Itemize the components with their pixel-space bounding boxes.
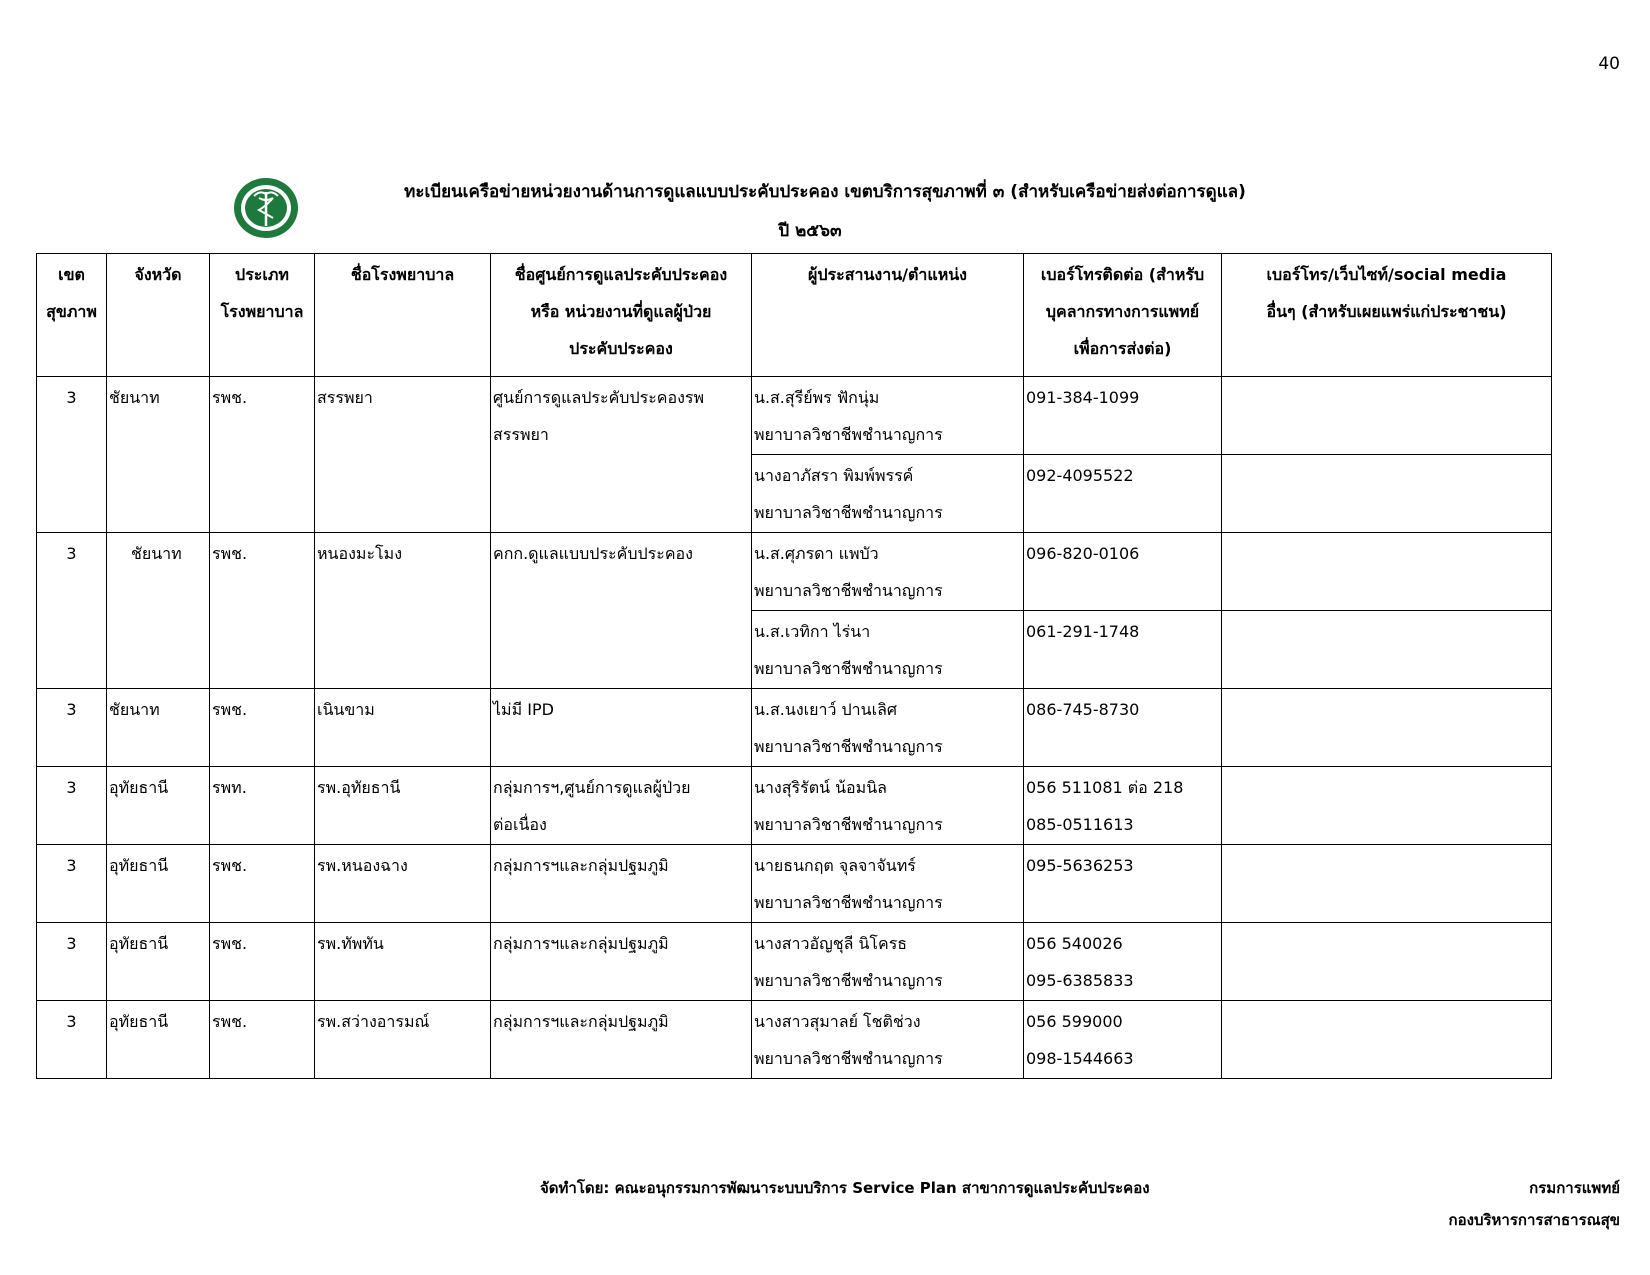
cell-hospital-type: รพช.	[210, 533, 315, 689]
cell-hospital-name: รพ.หนองฉาง	[315, 845, 491, 923]
cell-region: 3	[37, 767, 107, 845]
table-row	[37, 845, 1552, 923]
table-row	[37, 533, 1552, 611]
cell-hospital-name: สรรพยา	[315, 377, 491, 533]
cell-hospital-name: รพ.ทัพทัน	[315, 923, 491, 1001]
cell-phone: 056 540026 095-6385833	[1024, 923, 1222, 1001]
cell-region: 3	[37, 1001, 107, 1079]
cell-province: ชัยนาท	[107, 689, 210, 767]
cell-coordinator: นางสาวสุมาลย์ โชติช่วง พยาบาลวิชาชีพชำนาญการ	[752, 1001, 1024, 1079]
cell-hospital-type: รพช.	[210, 1001, 315, 1079]
cell-center-name: ไม่มี IPD	[491, 689, 752, 767]
cell-hospital-type: รพช.	[210, 689, 315, 767]
cell-hospital-name: รพ.สว่างอารมณ์	[315, 1001, 491, 1079]
cell-hospital-type: รพช.	[210, 377, 315, 533]
cell-phone: 061-291-1748	[1024, 611, 1222, 689]
header-region: เขต สุขภาพ	[37, 254, 107, 377]
document-title: ทะเบียนเครือข่ายหน่วยงานด้านการดูแลแบบประคับประคอง เขตบริการสุขภาพที่ ๓ (สำหรับเครือข่ายส่งต่อการดูแล)	[404, 182, 1246, 202]
cell-coordinator: นางสาวอัญชุลี นิโครธ พยาบาลวิชาชีพชำนาญการ	[752, 923, 1024, 1001]
header-hospital-name: ชื่อโรงพยาบาล	[315, 254, 491, 377]
header-coordinator: ผู้ประสานงาน/ตำแหน่ง	[752, 254, 1024, 377]
cell-hospital-name: รพ.อุทัยธานี	[315, 767, 491, 845]
cell-phone: 056 511081 ต่อ 218 085-0511613	[1024, 767, 1222, 845]
cell-public-contact	[1222, 611, 1552, 689]
cell-phone: 086-745-8730	[1024, 689, 1222, 767]
header-phone-staff: เบอร์โทรติดต่อ (สำหรับ บุคลากรทางการแพทย์ เพื่อการส่งต่อ)	[1024, 254, 1222, 377]
cell-province: อุทัยธานี	[107, 845, 210, 923]
cell-public-contact	[1222, 1001, 1552, 1079]
cell-public-contact	[1222, 455, 1552, 533]
cell-region: 3	[37, 845, 107, 923]
cell-coordinator: นางสุริรัตน์ น้อมนิล พยาบาลวิชาชีพชำนาญการ	[752, 767, 1024, 845]
footer-prepared-by: จัดทำโดย: คณะอนุกรรมการพัฒนาระบบบริการ Service Plan สาขาการดูแลประคับประคอง	[540, 1179, 1150, 1197]
cell-public-contact	[1222, 845, 1552, 923]
cell-coordinator: น.ส.นงเยาว์ ปานเลิศ พยาบาลวิชาชีพชำนาญการ	[752, 689, 1024, 767]
cell-phone: 095-5636253	[1024, 845, 1222, 923]
cell-region: 3	[37, 377, 107, 533]
cell-coordinator: นางอาภัสรา พิมพ์พรรค์ พยาบาลวิชาชีพชำนาญการ	[752, 455, 1024, 533]
cell-phone: 091-384-1099	[1024, 377, 1222, 455]
ministry-of-public-health-logo	[232, 176, 300, 240]
cell-coordinator: น.ส.เวทิกา ไร่นา พยาบาลวิชาชีพชำนาญการ	[752, 611, 1024, 689]
header-province: จังหวัด	[107, 254, 210, 377]
cell-public-contact	[1222, 377, 1552, 455]
cell-hospital-type: รพช.	[210, 845, 315, 923]
cell-province: ชัยนาท	[107, 377, 210, 533]
cell-province: อุทัยธานี	[107, 1001, 210, 1079]
cell-center-name: กลุ่มการฯและกลุ่มปฐมภูมิ	[491, 1001, 752, 1079]
footer-org-medical-services: กรมการแพทย์	[1529, 1179, 1620, 1197]
cell-coordinator: น.ส.ศุภรดา แพบัว พยาบาลวิชาชีพชำนาญการ	[752, 533, 1024, 611]
cell-center-name: กลุ่มการฯและกลุ่มปฐมภูมิ	[491, 845, 752, 923]
cell-hospital-name: หนองมะโมง	[315, 533, 491, 689]
cell-phone: 092-4095522	[1024, 455, 1222, 533]
cell-phone: 056 599000 098-1544663	[1024, 1001, 1222, 1079]
table-row	[37, 923, 1552, 1001]
cell-public-contact	[1222, 533, 1552, 611]
cell-province: อุทัยธานี	[107, 923, 210, 1001]
cell-phone: 096-820-0106	[1024, 533, 1222, 611]
table-row	[37, 1001, 1552, 1079]
cell-center-name: ศูนย์การดูแลประคับประคองรพ สรรพยา	[491, 377, 752, 533]
header-public-contact: เบอร์โทร/เว็บไซท์/social media อื่นๆ (สำหรับเผยแพร่แก่ประชาชน)	[1222, 254, 1552, 377]
cell-region: 3	[37, 923, 107, 1001]
cell-center-name: กลุ่มการฯ,ศูนย์การดูแลผู้ป่วย ต่อเนื่อง	[491, 767, 752, 845]
footer-org-health-administration: กองบริหารการสาธารณสุข	[1448, 1211, 1620, 1229]
cell-coordinator: น.ส.สุรีย์พร ฟักนุ่ม พยาบาลวิชาชีพชำนาญการ	[752, 377, 1024, 455]
cell-hospital-name: เนินขาม	[315, 689, 491, 767]
cell-hospital-type: รพช.	[210, 923, 315, 1001]
cell-center-name: คกก.ดูแลแบบประคับประคอง	[491, 533, 752, 689]
cell-public-contact	[1222, 767, 1552, 845]
cell-region: 3	[37, 533, 107, 689]
document-subtitle: ปี ๒๕๖๓	[778, 221, 842, 241]
page-number: 40	[1598, 54, 1620, 74]
cell-center-name: กลุ่มการฯและกลุ่มปฐมภูมิ	[491, 923, 752, 1001]
cell-province: อุทัยธานี	[107, 767, 210, 845]
table-header-row	[37, 254, 1552, 377]
header-center-name: ชื่อศูนย์การดูแลประคับประคอง หรือ หน่วยงานที่ดูแลผู้ป่วย ประคับประคอง	[491, 254, 752, 377]
cell-coordinator: นายธนกฤต จุลจาจันทร์ พยาบาลวิชาชีพชำนาญการ	[752, 845, 1024, 923]
header-hospital-type: ประเภท โรงพยาบาล	[210, 254, 315, 377]
cell-public-contact	[1222, 923, 1552, 1001]
table-row	[37, 767, 1552, 845]
cell-hospital-type: รพท.	[210, 767, 315, 845]
table-row	[37, 377, 1552, 455]
table-row	[37, 689, 1552, 767]
cell-region: 3	[37, 689, 107, 767]
cell-province: ชัยนาท	[107, 533, 210, 689]
cell-public-contact	[1222, 689, 1552, 767]
registry-table	[36, 253, 1552, 1079]
